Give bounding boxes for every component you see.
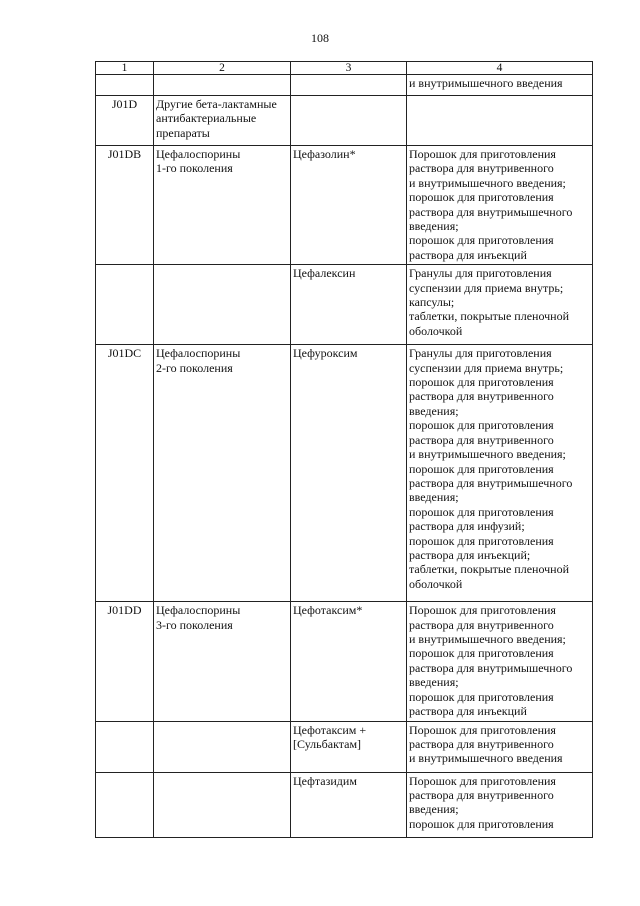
table-row <box>96 721 593 772</box>
group-cell: Цефалоспорины 1-го поколения <box>154 146 291 265</box>
drug-cell: Цефотаксим + [Сульбактам] <box>291 721 407 772</box>
drug-cell <box>291 96 407 146</box>
group-cell: Другие бета-лактамные антибактериальные препараты <box>154 96 291 146</box>
atc-code-cell: J01D <box>96 96 154 146</box>
table-header-row <box>96 62 593 75</box>
group-cell: Цефалоспорины 3-го поколения <box>154 602 291 721</box>
atc-code-cell <box>96 721 154 772</box>
drug-cell: Цефазолин* <box>291 146 407 265</box>
drug-cell: Цефотаксим* <box>291 602 407 721</box>
dosage-forms-cell: Порошок для приготовления раствора для внутривенного и внутримышечного введения; порошок для приготовления раствора для внутримышечного введения; порошок для приготовления раствора для инъекций <box>407 146 593 265</box>
drug-cell: Цефтазидим <box>291 772 407 837</box>
table-row <box>96 602 593 721</box>
dosage-forms-cell: Порошок для приготовления раствора для внутривенного введения; порошок для приготовления <box>407 772 593 837</box>
table-row <box>96 345 593 602</box>
column-header: 2 <box>154 62 291 75</box>
group-cell: Цефалоспорины 2-го поколения <box>154 345 291 602</box>
atc-code-cell <box>96 772 154 837</box>
atc-code-cell: J01DC <box>96 345 154 602</box>
group-cell <box>154 721 291 772</box>
atc-code-cell <box>96 75 154 96</box>
group-cell <box>154 265 291 345</box>
column-header: 1 <box>96 62 154 75</box>
dosage-forms-cell: и внутримышечного введения <box>407 75 593 96</box>
table-row <box>96 146 593 265</box>
drug-table <box>95 61 593 838</box>
atc-code-cell: J01DB <box>96 146 154 265</box>
dosage-forms-cell: Гранулы для приготовления суспензии для приема внутрь; порошок для приготовления раствора для внутривенного введения; порошок для приготовления раствора для внутривенного и внутримышечного введения; порошок для приготовления раствора для внутримышечного введения; порошок для приготовления раствора для инфузий; порошок для приготовления раствора для инъекций; таблетки, покрытые пленочной оболочкой <box>407 345 593 602</box>
column-header: 4 <box>407 62 593 75</box>
atc-code-cell: J01DD <box>96 602 154 721</box>
atc-code-cell <box>96 265 154 345</box>
drug-cell: Цефуроксим <box>291 345 407 602</box>
table-row <box>96 75 593 96</box>
dosage-forms-cell: Порошок для приготовления раствора для внутривенного и внутримышечного введения; порошок для приготовления раствора для внутримышечного введения; порошок для приготовления раствора для инъекций <box>407 602 593 721</box>
drug-cell <box>291 75 407 96</box>
dosage-forms-cell <box>407 96 593 146</box>
dosage-forms-cell: Гранулы для приготовления суспензии для приема внутрь; капсулы; таблетки, покрытые пленочной оболочкой <box>407 265 593 345</box>
drug-cell: Цефалексин <box>291 265 407 345</box>
table-row <box>96 265 593 345</box>
dosage-forms-cell: Порошок для приготовления раствора для внутривенного и внутримышечного введения <box>407 721 593 772</box>
table-row <box>96 96 593 146</box>
group-cell <box>154 75 291 96</box>
group-cell <box>154 772 291 837</box>
table-row <box>96 772 593 837</box>
column-header: 3 <box>291 62 407 75</box>
page-number: 108 <box>311 31 329 45</box>
